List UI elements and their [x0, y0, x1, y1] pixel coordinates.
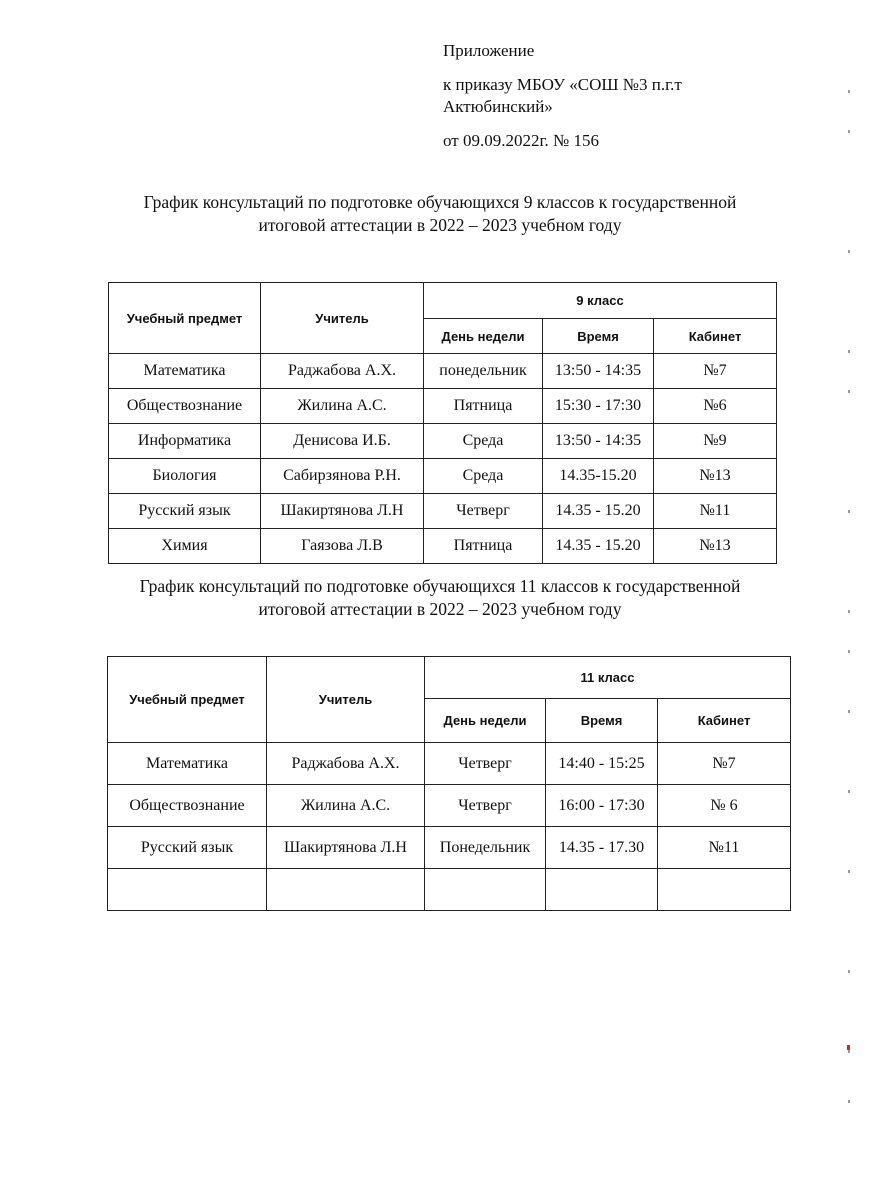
- cell-day: понедельник: [424, 354, 543, 389]
- cell-teacher: Раджабова А.Х.: [267, 743, 425, 785]
- cell-day: Четверг: [425, 743, 546, 785]
- cell-day: [425, 869, 546, 911]
- table-row: [109, 424, 777, 459]
- order-reference-cont: Актюбинский»: [443, 97, 553, 116]
- cell-teacher: Жилина А.С.: [261, 389, 424, 424]
- cell-room: №7: [658, 743, 791, 785]
- table-row: [109, 494, 777, 529]
- cell-time: 14:40 - 15:25: [546, 743, 658, 785]
- cell-teacher: Раджабова А.Х.: [261, 354, 424, 389]
- cell-teacher: Сабирзянова Р.Н.: [261, 459, 424, 494]
- schedule-11-table: [107, 656, 791, 911]
- appendix-label: Приложение: [443, 41, 535, 60]
- cell-time: 14.35 - 15.20: [543, 494, 654, 529]
- order-reference: к приказу МБОУ «СОШ №3 п.г.т: [443, 75, 682, 94]
- cell-room: №11: [654, 494, 777, 529]
- cell-room: №13: [654, 529, 777, 564]
- cell-subject: Химия: [109, 529, 261, 564]
- schedule-9-table: [108, 282, 777, 564]
- header-time: Время: [546, 699, 658, 743]
- header-class: 11 класс: [425, 657, 791, 699]
- cell-day: Пятница: [424, 389, 543, 424]
- cell-day: Среда: [424, 424, 543, 459]
- header-teacher: Учитель: [261, 283, 424, 354]
- table-row: [108, 785, 791, 827]
- header-teacher: Учитель: [267, 657, 425, 743]
- cell-room: № 6: [658, 785, 791, 827]
- cell-time: 13:50 - 14:35: [543, 354, 654, 389]
- cell-subject: Русский язык: [108, 827, 267, 869]
- order-date-number: от 09.09.2022г. № 156: [443, 131, 599, 150]
- header-room: Кабинет: [658, 699, 791, 743]
- cell-subject: Обществознание: [109, 389, 261, 424]
- cell-day: Среда: [424, 459, 543, 494]
- cell-time: 13:50 - 14:35: [543, 424, 654, 459]
- schedule-9-title-line1: График консультаций по подготовке обучающихся 9 классов к государственной: [143, 192, 737, 212]
- cell-time: 14.35 - 15.20: [543, 529, 654, 564]
- cell-day: Понедельник: [425, 827, 546, 869]
- cell-subject: Информатика: [109, 424, 261, 459]
- cell-teacher: Шакиртянова Л.Н: [267, 827, 425, 869]
- cell-teacher: [267, 869, 425, 911]
- cell-room: №9: [654, 424, 777, 459]
- cell-teacher: Гаязова Л.В: [261, 529, 424, 564]
- header-class: 9 класс: [424, 283, 777, 319]
- schedule-9-title-line2: итоговой аттестации в 2022 – 2023 учебном году: [258, 215, 622, 235]
- cell-teacher: Шакиртянова Л.Н: [261, 494, 424, 529]
- cell-time: 15:30 - 17:30: [543, 389, 654, 424]
- appendix-header: [443, 40, 743, 152]
- table-row-empty: [108, 869, 791, 911]
- scan-mark: [847, 1045, 850, 1050]
- cell-time: 16:00 - 17:30: [546, 785, 658, 827]
- table-row: [109, 389, 777, 424]
- cell-day: Четверг: [425, 785, 546, 827]
- header-subject: Учебный предмет: [109, 283, 261, 354]
- cell-teacher: Денисова И.Б.: [261, 424, 424, 459]
- cell-subject: Математика: [108, 743, 267, 785]
- cell-time: 14.35 - 17.30: [546, 827, 658, 869]
- table-row: [108, 743, 791, 785]
- schedule-11-title-line2: итоговой аттестации в 2022 – 2023 учебном году: [258, 599, 622, 619]
- schedule-11-title-line1: График консультаций по подготовке обучающихся 11 классов к государственной: [139, 576, 741, 596]
- scan-edge-marks: [848, 90, 852, 1110]
- cell-subject: Математика: [109, 354, 261, 389]
- cell-subject: [108, 869, 267, 911]
- header-room: Кабинет: [654, 319, 777, 354]
- cell-time: [546, 869, 658, 911]
- header-day: День недели: [425, 699, 546, 743]
- cell-day: Четверг: [424, 494, 543, 529]
- table-row: [109, 529, 777, 564]
- cell-room: №6: [654, 389, 777, 424]
- schedule-11-title: [60, 575, 820, 621]
- cell-subject: Обществознание: [108, 785, 267, 827]
- header-time: Время: [543, 319, 654, 354]
- cell-day: Пятница: [424, 529, 543, 564]
- cell-teacher: Жилина А.С.: [267, 785, 425, 827]
- cell-room: [658, 869, 791, 911]
- cell-time: 14.35-15.20: [543, 459, 654, 494]
- cell-room: №11: [658, 827, 791, 869]
- table-row: [109, 354, 777, 389]
- cell-subject: Биология: [109, 459, 261, 494]
- table-row: [108, 827, 791, 869]
- header-subject: Учебный предмет: [108, 657, 267, 743]
- table-row: [109, 459, 777, 494]
- header-day: День недели: [424, 319, 543, 354]
- cell-subject: Русский язык: [109, 494, 261, 529]
- cell-room: №7: [654, 354, 777, 389]
- schedule-9-title: [60, 191, 820, 237]
- cell-room: №13: [654, 459, 777, 494]
